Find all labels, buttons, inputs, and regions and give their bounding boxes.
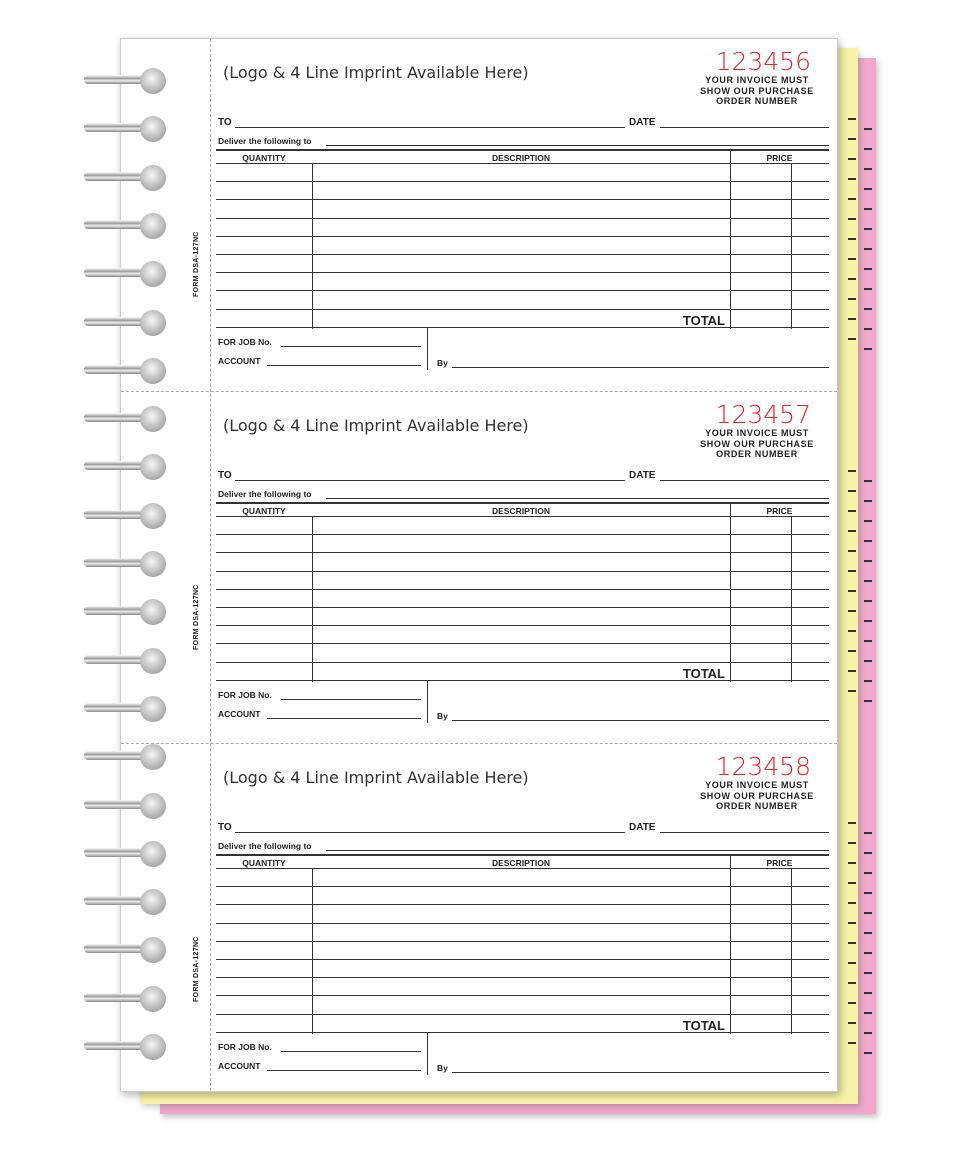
copy-rule-tick xyxy=(864,288,872,290)
deliver-label: Deliver the following to xyxy=(218,489,312,499)
account-field[interactable] xyxy=(267,365,421,366)
copy-rule-tick xyxy=(864,932,872,934)
cents-divider xyxy=(791,163,792,329)
copy-rule-tick xyxy=(864,832,872,834)
copy-rule-tick xyxy=(864,560,872,562)
copy-rule-tick xyxy=(864,348,872,350)
copy-rule-tick xyxy=(848,178,856,180)
cents-divider xyxy=(791,516,792,682)
account-label: ACCOUNT xyxy=(218,709,261,719)
date-field[interactable] xyxy=(660,127,829,128)
ring-hole xyxy=(140,406,166,432)
spiral-ring xyxy=(84,551,168,577)
table-row-line xyxy=(216,534,829,535)
table-row-line xyxy=(216,607,829,608)
to-label: TO xyxy=(218,822,232,833)
to-field[interactable] xyxy=(235,480,625,481)
form-code: FORM DSA-127NC xyxy=(193,231,200,297)
copy-rule-tick xyxy=(848,1002,856,1004)
deliver-label: Deliver the following to xyxy=(218,136,312,146)
copy-rule-tick xyxy=(848,338,856,340)
ring-hole xyxy=(140,937,166,963)
ring-hole xyxy=(140,310,166,336)
order-form xyxy=(121,743,837,1095)
table-row-line xyxy=(216,163,829,164)
table-row-line xyxy=(216,959,829,960)
copy-rule-tick xyxy=(864,248,872,250)
column-divider xyxy=(312,163,313,329)
account-label: ACCOUNT xyxy=(218,356,261,366)
copy-rule-tick xyxy=(848,882,856,884)
form-code: FORM DSA-127NC xyxy=(193,584,200,650)
total-label: TOTAL xyxy=(682,666,725,681)
table-row-line xyxy=(216,977,829,978)
spiral-ring xyxy=(84,165,168,191)
footer-divider xyxy=(427,681,428,723)
copy-rule-tick xyxy=(848,530,856,532)
ring-hole xyxy=(140,986,166,1012)
notice-line: SHOW OUR PURCHASE xyxy=(700,790,814,801)
table-row-line xyxy=(216,218,829,219)
spiral-ring xyxy=(84,406,168,432)
deliver-label: Deliver the following to xyxy=(218,841,312,851)
logo-imprint-placeholder: (Logo & 4 Line Imprint Available Here) xyxy=(223,768,529,787)
notice-line: SHOW OUR PURCHASE xyxy=(700,438,814,449)
po-number: 123458 xyxy=(715,752,811,781)
copy-rule-tick xyxy=(864,1032,872,1034)
copy-rule-tick xyxy=(864,500,872,502)
copy-rule-tick xyxy=(848,942,856,944)
copy-rule-tick xyxy=(848,610,856,612)
copy-rule-tick xyxy=(848,630,856,632)
copy-rule-tick xyxy=(864,328,872,330)
form-code: FORM DSA-127NC xyxy=(193,936,200,1002)
column-divider xyxy=(730,856,731,1034)
ring-hole xyxy=(140,116,166,142)
copy-rule-tick xyxy=(864,580,872,582)
notice-line: ORDER NUMBER xyxy=(716,449,798,459)
ring-hole xyxy=(140,358,166,384)
copy-rule-tick xyxy=(864,872,872,874)
copy-rule-tick xyxy=(864,148,872,150)
spiral-ring xyxy=(84,841,168,867)
copy-rule-tick xyxy=(864,972,872,974)
table-row-line xyxy=(216,309,829,310)
copy-rule-tick xyxy=(864,208,872,210)
job-label: FOR JOB No. xyxy=(218,337,272,347)
to-field[interactable] xyxy=(235,832,625,833)
header-price: PRICE xyxy=(766,506,793,516)
by-label: By xyxy=(437,358,448,368)
job-field[interactable] xyxy=(281,699,421,700)
copy-rule-tick xyxy=(864,620,872,622)
ring-hole xyxy=(140,696,166,722)
table-row-line xyxy=(216,680,829,681)
copy-rule-tick xyxy=(864,700,872,702)
copy-rule-tick xyxy=(848,118,856,120)
deliver-field[interactable] xyxy=(326,850,829,851)
copy-rule-tick xyxy=(864,268,872,270)
table-row-line xyxy=(216,1014,829,1015)
column-divider xyxy=(312,868,313,1034)
column-divider xyxy=(730,151,731,329)
po-number: 123457 xyxy=(715,400,811,429)
copy-rule-tick xyxy=(848,238,856,240)
ring-hole xyxy=(140,213,166,239)
copy-rule-tick xyxy=(848,258,856,260)
header-quantity: QUANTITY xyxy=(242,858,286,868)
copy-rule-tick xyxy=(848,158,856,160)
copy-rule-tick xyxy=(848,570,856,572)
by-label: By xyxy=(437,1063,448,1073)
copy-rule-tick xyxy=(848,922,856,924)
table-row-line xyxy=(216,904,829,905)
copy-rule-tick xyxy=(864,228,872,230)
footer-divider xyxy=(427,1033,428,1075)
column-divider xyxy=(730,504,731,682)
header-quantity: QUANTITY xyxy=(242,506,286,516)
table-row-line xyxy=(216,643,829,644)
copy-rule-tick xyxy=(848,1022,856,1024)
to-label: TO xyxy=(218,117,232,128)
spiral-ring xyxy=(84,503,168,529)
spiral-ring xyxy=(84,116,168,142)
copy-rule-tick xyxy=(864,660,872,662)
order-form xyxy=(121,39,837,391)
copy-rule-tick xyxy=(848,690,856,692)
logo-imprint-placeholder: (Logo & 4 Line Imprint Available Here) xyxy=(223,63,529,82)
copy-rule-tick xyxy=(848,198,856,200)
spiral-ring xyxy=(84,1034,168,1060)
notice-line: YOUR INVOICE MUST xyxy=(705,75,809,85)
date-label: DATE xyxy=(629,822,656,833)
spiral-ring xyxy=(84,310,168,336)
job-field[interactable] xyxy=(281,1051,421,1052)
white-original-sheet xyxy=(120,38,838,1092)
spiral-ring xyxy=(84,937,168,963)
table-row-line xyxy=(216,571,829,572)
spiral-ring xyxy=(84,213,168,239)
ring-hole xyxy=(140,551,166,577)
header-description: DESCRIPTION xyxy=(491,153,551,163)
header-quantity: QUANTITY xyxy=(242,153,286,163)
copy-rule-tick xyxy=(848,842,856,844)
copy-rule-tick xyxy=(848,862,856,864)
ring-hole xyxy=(140,841,166,867)
copy-rule-tick xyxy=(848,590,856,592)
to-field[interactable] xyxy=(235,127,625,128)
copy-rule-tick xyxy=(864,1012,872,1014)
ring-hole xyxy=(140,165,166,191)
header-price: PRICE xyxy=(766,858,793,868)
items-table xyxy=(216,149,829,327)
ring-hole xyxy=(140,454,166,480)
ring-hole xyxy=(140,599,166,625)
ring-hole xyxy=(140,261,166,287)
copy-rule-tick xyxy=(864,480,872,482)
account-field[interactable] xyxy=(267,1070,421,1071)
date-field[interactable] xyxy=(660,832,829,833)
spiral-ring xyxy=(84,358,168,384)
invoice-notice xyxy=(687,780,827,812)
copy-rule-tick xyxy=(848,550,856,552)
ring-hole xyxy=(140,889,166,915)
copy-rule-tick xyxy=(848,298,856,300)
notice-line: YOUR INVOICE MUST xyxy=(705,780,809,790)
total-label: TOTAL xyxy=(682,1018,725,1033)
ring-hole xyxy=(140,503,166,529)
copy-rule-tick xyxy=(864,680,872,682)
table-row-line xyxy=(216,923,829,924)
notice-line: YOUR INVOICE MUST xyxy=(705,428,809,438)
ring-hole xyxy=(140,744,166,770)
table-row-line xyxy=(216,625,829,626)
spiral-ring xyxy=(84,599,168,625)
copy-rule-tick xyxy=(864,168,872,170)
copy-rule-tick xyxy=(848,822,856,824)
table-row-line xyxy=(216,552,829,553)
table-row-line xyxy=(216,290,829,291)
copy-rule-tick xyxy=(848,982,856,984)
copy-rule-tick xyxy=(848,902,856,904)
copy-rule-tick xyxy=(864,128,872,130)
copy-rule-tick xyxy=(864,952,872,954)
order-form xyxy=(121,391,837,743)
notice-line: SHOW OUR PURCHASE xyxy=(700,85,814,96)
table-row-line xyxy=(216,181,829,182)
ring-hole xyxy=(140,648,166,674)
table-row-line xyxy=(216,886,829,887)
copy-rule-tick xyxy=(864,600,872,602)
job-field[interactable] xyxy=(281,346,421,347)
account-field[interactable] xyxy=(267,718,421,719)
by-field[interactable] xyxy=(452,1072,829,1073)
copy-rule-tick xyxy=(864,1052,872,1054)
deliver-field[interactable] xyxy=(326,498,829,499)
ring-hole xyxy=(140,793,166,819)
copy-rule-tick xyxy=(848,1042,856,1044)
column-divider xyxy=(312,516,313,682)
cents-divider xyxy=(791,868,792,1034)
copy-rule-tick xyxy=(864,852,872,854)
notice-line: ORDER NUMBER xyxy=(716,96,798,106)
copy-rule-tick xyxy=(848,318,856,320)
copy-rule-tick xyxy=(864,308,872,310)
table-row-line xyxy=(216,589,829,590)
by-field[interactable] xyxy=(452,720,829,721)
notice-line: ORDER NUMBER xyxy=(716,801,798,811)
items-table xyxy=(216,854,829,1032)
copy-rule-tick xyxy=(848,490,856,492)
copy-rule-tick xyxy=(864,520,872,522)
copy-rule-tick xyxy=(848,218,856,220)
copy-rule-tick xyxy=(864,992,872,994)
date-field[interactable] xyxy=(660,480,829,481)
ring-hole xyxy=(140,1034,166,1060)
spiral-ring xyxy=(84,986,168,1012)
account-label: ACCOUNT xyxy=(218,1061,261,1071)
spiral-ring xyxy=(84,793,168,819)
table-row-line xyxy=(216,1032,829,1033)
copy-rule-tick xyxy=(864,912,872,914)
footer-divider xyxy=(427,328,428,370)
date-label: DATE xyxy=(629,470,656,481)
copy-rule-tick xyxy=(848,278,856,280)
table-row-line xyxy=(216,327,829,328)
by-label: By xyxy=(437,711,448,721)
table-row-line xyxy=(216,272,829,273)
invoice-notice xyxy=(687,428,827,460)
table-row-line xyxy=(216,236,829,237)
po-number: 123456 xyxy=(715,47,811,76)
header-description: DESCRIPTION xyxy=(491,858,551,868)
table-row-line xyxy=(216,199,829,200)
table-row-line xyxy=(216,868,829,869)
ring-hole xyxy=(140,68,166,94)
table-row-line xyxy=(216,662,829,663)
table-row-line xyxy=(216,941,829,942)
header-price: PRICE xyxy=(766,153,793,163)
invoice-notice xyxy=(687,75,827,107)
copy-rule-tick xyxy=(864,540,872,542)
spiral-ring xyxy=(84,454,168,480)
copy-rule-tick xyxy=(848,470,856,472)
to-label: TO xyxy=(218,470,232,481)
copy-rule-tick xyxy=(864,188,872,190)
items-table xyxy=(216,502,829,680)
logo-imprint-placeholder: (Logo & 4 Line Imprint Available Here) xyxy=(223,416,529,435)
copy-rule-tick xyxy=(848,670,856,672)
spiral-ring xyxy=(84,68,168,94)
copy-rule-tick xyxy=(848,962,856,964)
deliver-field[interactable] xyxy=(326,145,829,146)
spiral-ring xyxy=(84,744,168,770)
table-row-line xyxy=(216,995,829,996)
copy-rule-tick xyxy=(864,892,872,894)
table-row-line xyxy=(216,516,829,517)
spiral-ring xyxy=(84,696,168,722)
copy-rule-tick xyxy=(864,640,872,642)
by-field[interactable] xyxy=(452,367,829,368)
spiral-ring xyxy=(84,889,168,915)
copy-rule-tick xyxy=(848,650,856,652)
header-description: DESCRIPTION xyxy=(491,506,551,516)
date-label: DATE xyxy=(629,117,656,128)
copy-rule-tick xyxy=(848,510,856,512)
copy-rule-tick xyxy=(848,138,856,140)
spiral-ring xyxy=(84,261,168,287)
job-label: FOR JOB No. xyxy=(218,690,272,700)
total-label: TOTAL xyxy=(682,313,725,328)
table-row-line xyxy=(216,254,829,255)
job-label: FOR JOB No. xyxy=(218,1042,272,1052)
spiral-ring xyxy=(84,648,168,674)
